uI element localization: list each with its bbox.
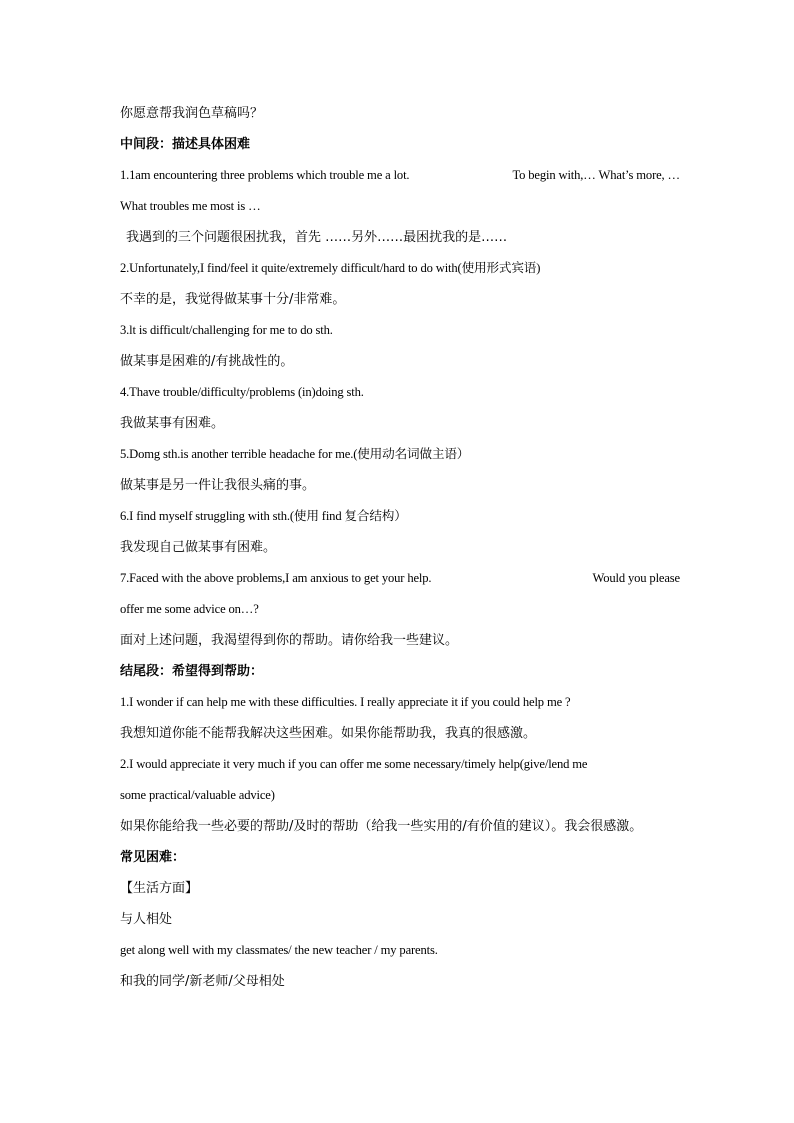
topic-get-along-english: get along well with my classmates/ the new teacher / my parents.	[120, 943, 438, 957]
phrase-3-english: 3.lt is difficult/challenging for me to do sth.	[120, 323, 333, 337]
phrase-7-part-b: Would you please	[592, 571, 680, 585]
ending-1-english: 1.I wonder if can help me with these difficulties. I really appreciate it if you could help me ?	[120, 695, 571, 709]
phrase-4-chinese: 我做某事有困难。	[120, 416, 225, 431]
phrase-1-english-cont: What troubles me most is …	[120, 199, 261, 213]
phrase-7-chinese: 面对上述问题，我渴望得到你的帮助。请你给我一些建议。	[120, 633, 459, 648]
section-heading-middle: 中间段：描述具体困难	[120, 137, 251, 152]
ending-1-chinese: 我想知道你能不能帮我解决这些困难。如果你能帮助我，我真的很感激。	[120, 726, 537, 741]
topic-get-along-chinese: 和我的同学/新老师/父母相处	[120, 974, 285, 989]
phrase-2-english: 2.Unfortunately,I find/feel it quite/extremely difficult/hard to do with(使用形式宾语)	[120, 261, 541, 275]
phrase-5-chinese: 做某事是另一件让我很头痛的事。	[120, 478, 316, 493]
category-life: 【生活方面】	[120, 881, 199, 896]
ending-2-english-cont: some practical/valuable advice)	[120, 788, 275, 802]
phrase-4-english: 4.Thave trouble/difficulty/problems (in)doing sth.	[120, 385, 364, 399]
ending-2-english: 2.I would appreciate it very much if you can offer me some necessary/timely help(give/lend me	[120, 757, 588, 771]
phrase-7-part-a: 7.Faced with the above problems,I am anxious to get your help.	[120, 571, 432, 585]
section-heading-ending: 结尾段：希望得到帮助：	[120, 664, 264, 679]
phrase-3-chinese: 做某事是困难的/有挑战性的。	[120, 354, 294, 369]
phrase-2-chinese: 不幸的是，我觉得做某事十分/非常难。	[120, 292, 346, 307]
phrase-1-english	[120, 160, 680, 191]
phrase-7-english	[120, 563, 680, 594]
phrase-7-english-cont: offer me some advice on…?	[120, 602, 259, 616]
ending-2-chinese: 如果你能给我一些必要的帮助/及时的帮助（给我一些实用的/有价值的建议）。我会很感激。	[120, 819, 643, 834]
phrase-1-chinese: 我遇到的三个问题很困扰我，首先 ……另外……最困扰我的是……	[126, 230, 508, 245]
phrase-6-english: 6.I find myself struggling with sth.(使用 find 复合结构）	[120, 509, 407, 523]
section-heading-common-difficulties: 常见困难：	[120, 850, 186, 865]
topic-get-along: 与人相处	[120, 912, 173, 927]
document-body	[120, 98, 680, 997]
phrase-5-english: 5.Domg sth.is another terrible headache for me.(使用动名词做主语）	[120, 447, 470, 461]
phrase-1-part-a: 1.1am encountering three problems which trouble me a lot.	[120, 168, 410, 182]
intro-question: 你愿意帮我润色草稿吗？	[120, 106, 264, 121]
phrase-1-part-b: To begin with,… What’s more, …	[512, 168, 680, 182]
phrase-6-chinese: 我发现自己做某事有困难。	[120, 540, 277, 555]
